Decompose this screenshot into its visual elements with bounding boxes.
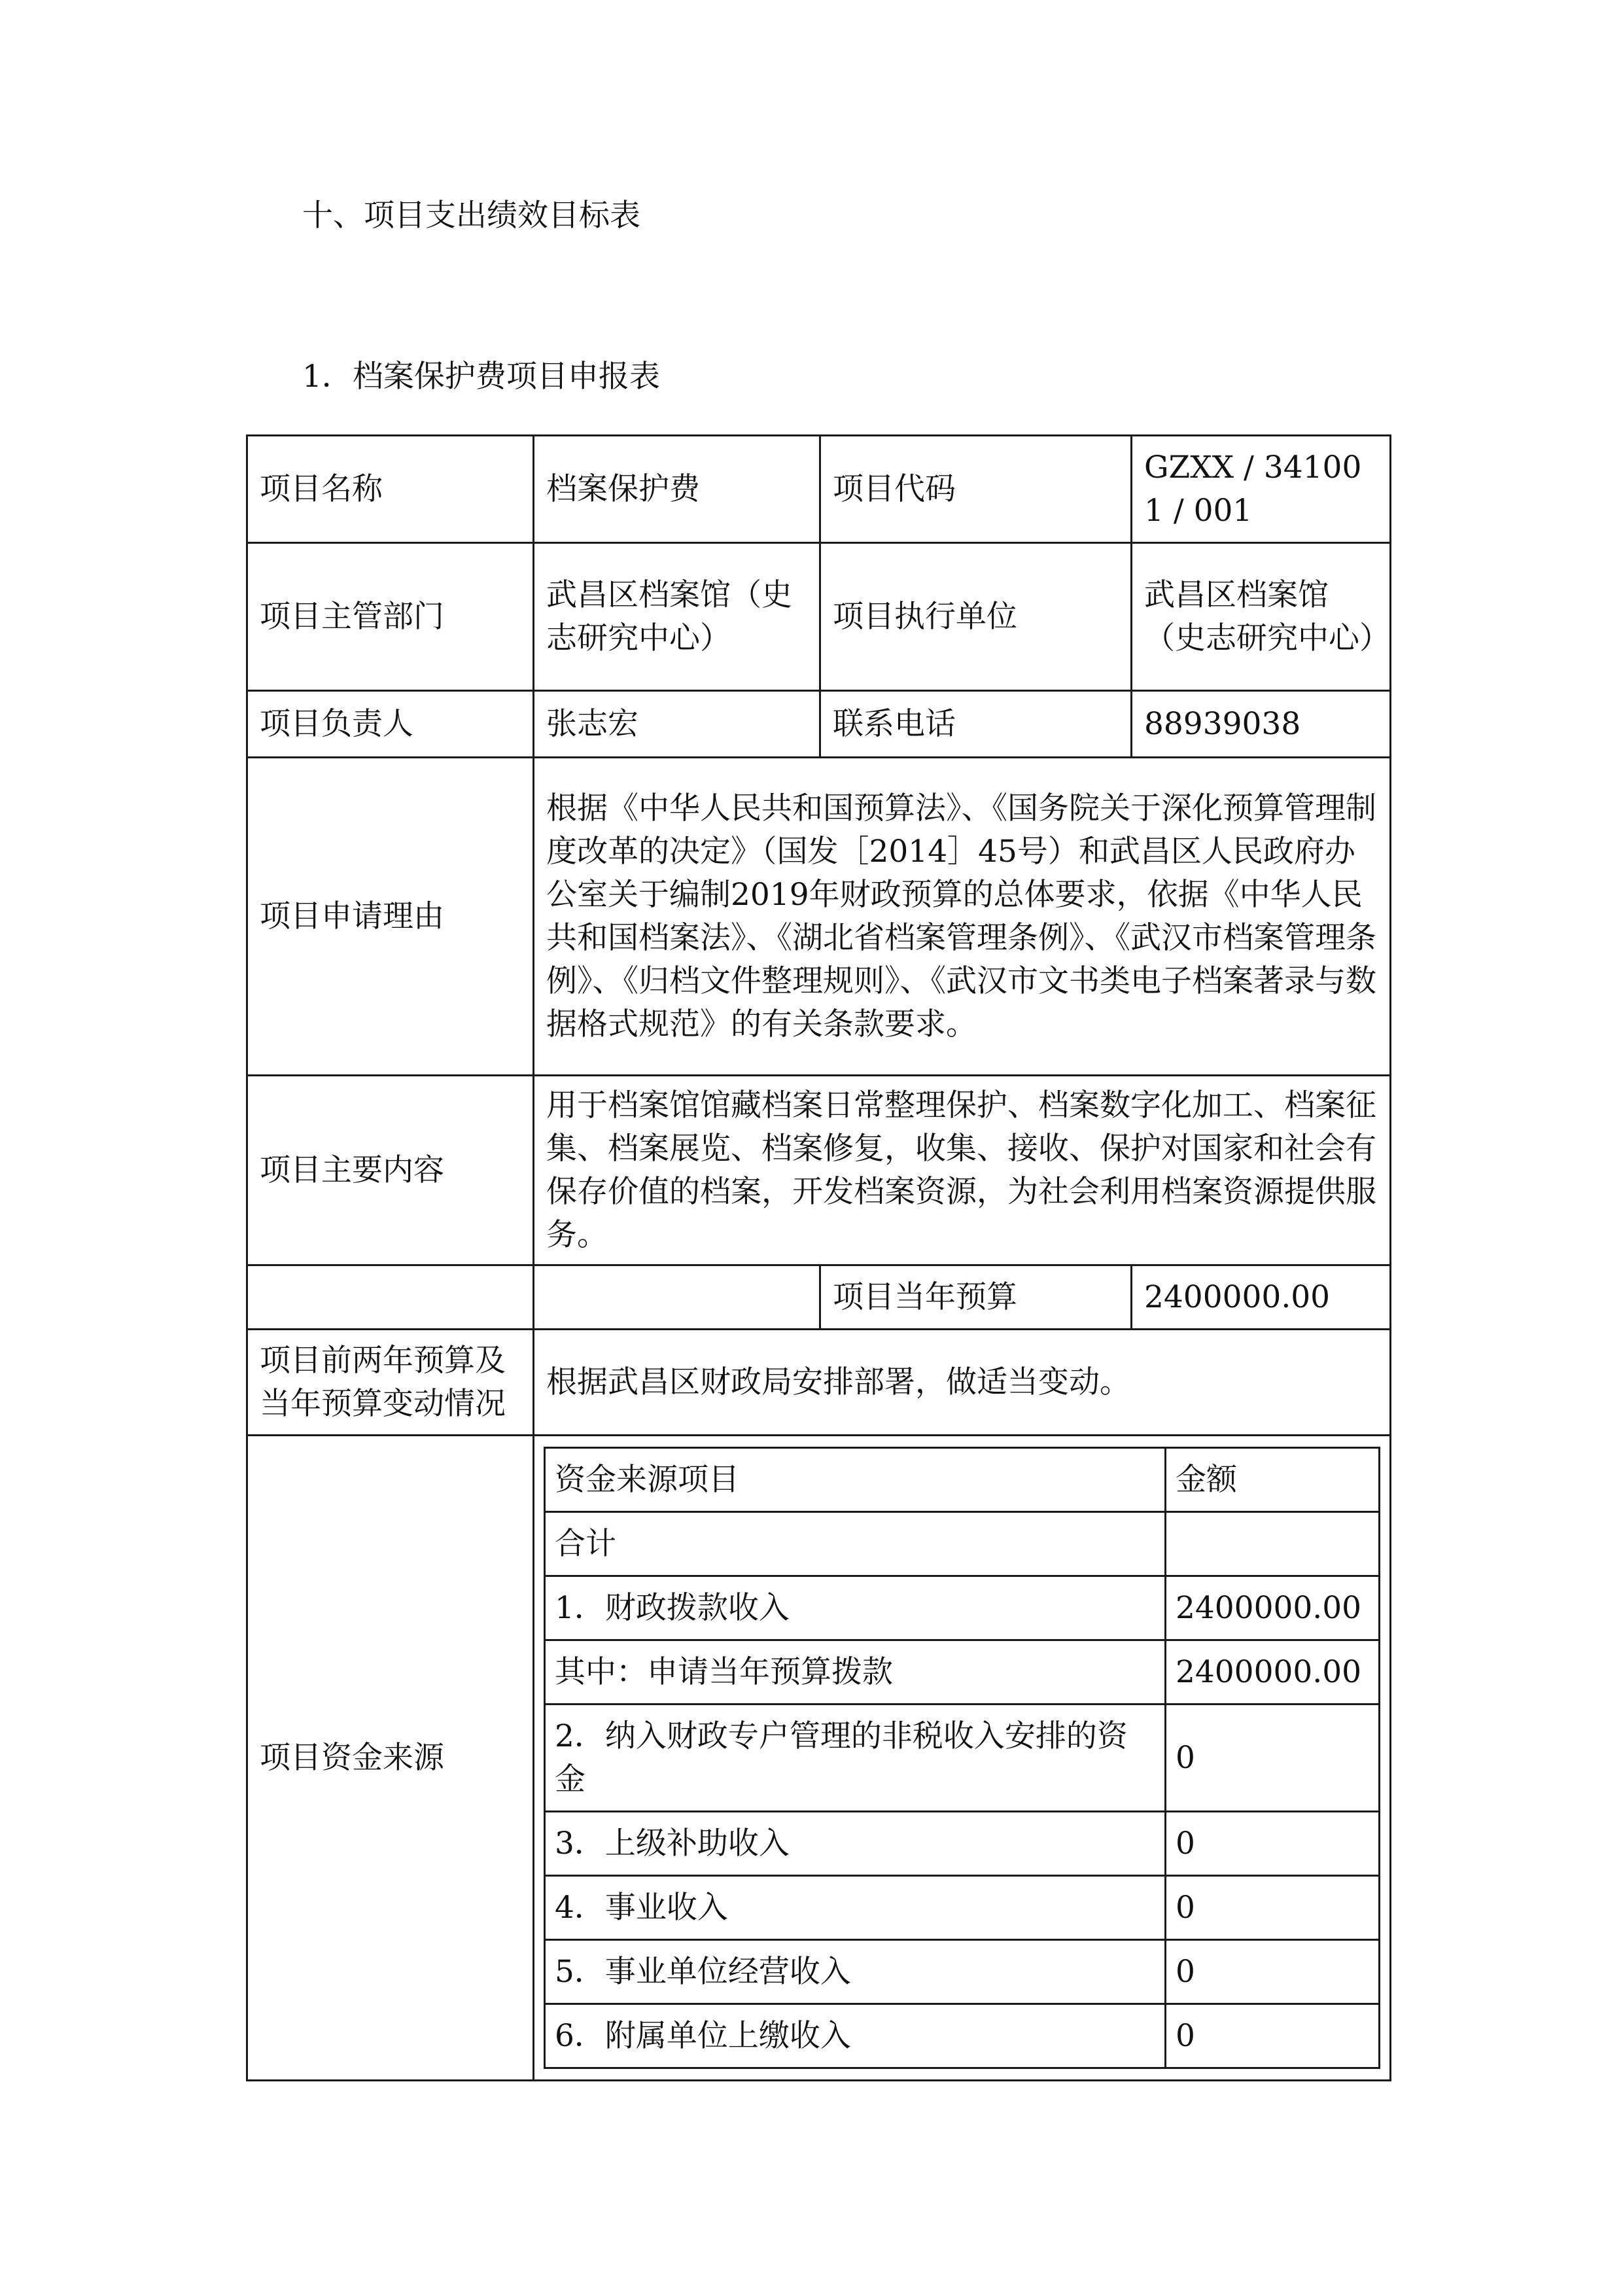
fund-amount — [1165, 1512, 1379, 1576]
content-label: 项目主要内容 — [247, 1076, 534, 1265]
reason-value: 根据《中华人民共和国预算法》、《国务院关于深化预算管理制度改革的决定》（国发［2014］45号）和武昌区人民政府办公室关于编制2019年财政预算的总体要求，依据《中华人民共和国档案法》、《湖北省档案管理条例》、《武汉市档案管理条例》、《归档文件整理规则》、《武汉市文书类电子档案著录与数据格式规范》的有关条款要求。 — [534, 758, 1391, 1076]
fund-source-cell — [534, 1436, 1391, 2081]
table-row — [545, 1812, 1380, 1876]
fund-item: 3．上级补助收入 — [545, 1812, 1166, 1876]
table-row — [247, 543, 1391, 691]
table-row — [247, 1330, 1391, 1436]
table-row — [247, 1265, 1391, 1330]
fund-source-table — [544, 1447, 1380, 2069]
fund-header-amount: 金额 — [1165, 1448, 1379, 1512]
table-title: 1．档案保护费项目申报表 — [302, 359, 660, 395]
table-row — [545, 2004, 1380, 2068]
table-row — [247, 436, 1391, 543]
exec-unit-value: 武昌区档案馆（史志研究中心） — [1132, 543, 1391, 691]
table-row — [545, 1512, 1380, 1576]
fund-item: 合计 — [545, 1512, 1166, 1576]
budget-label: 项目当年预算 — [820, 1265, 1132, 1330]
table-row — [247, 691, 1391, 758]
fund-amount: 2400000.00 — [1165, 1640, 1379, 1704]
table-row — [545, 1704, 1380, 1812]
fund-source-label: 项目资金来源 — [247, 1436, 534, 2081]
phone-value: 88939038 — [1132, 691, 1391, 758]
phone-label: 联系电话 — [820, 691, 1132, 758]
fund-amount: 0 — [1165, 1704, 1379, 1812]
fund-item: 6．附属单位上缴收入 — [545, 2004, 1166, 2068]
table-row — [247, 1076, 1391, 1265]
empty-cell — [247, 1265, 534, 1330]
fund-item: 4．事业收入 — [545, 1876, 1166, 1940]
fund-item: 其中：申请当年预算拨款 — [545, 1640, 1166, 1704]
empty-cell — [534, 1265, 820, 1330]
fund-amount: 0 — [1165, 1812, 1379, 1876]
table-row — [545, 1876, 1380, 1940]
project-name-value: 档案保护费 — [534, 436, 820, 543]
fund-item: 1．财政拨款收入 — [545, 1576, 1166, 1640]
fund-header-item: 资金来源项目 — [545, 1448, 1166, 1512]
exec-unit-label: 项目执行单位 — [820, 543, 1132, 691]
dept-label: 项目主管部门 — [247, 543, 534, 691]
table-row — [545, 1448, 1380, 1512]
table-row — [247, 1436, 1391, 2081]
project-code-value: GZXX / 341001 / 001 — [1132, 436, 1391, 543]
fund-item: 5．事业单位经营收入 — [545, 1940, 1166, 2004]
budget-change-label: 项目前两年预算及当年预算变动情况 — [247, 1330, 534, 1436]
fund-item: 2．纳入财政专户管理的非税收入安排的资金 — [545, 1704, 1166, 1812]
table-row — [247, 758, 1391, 1076]
reason-label: 项目申请理由 — [247, 758, 534, 1076]
dept-value: 武昌区档案馆（史志研究中心） — [534, 543, 820, 691]
leader-value: 张志宏 — [534, 691, 820, 758]
table-row — [545, 1576, 1380, 1640]
budget-change-value: 根据武昌区财政局安排部署，做适当变动。 — [534, 1330, 1391, 1436]
content-value: 用于档案馆馆藏档案日常整理保护、档案数字化加工、档案征集、档案展览、档案修复，收集、接收、保护对国家和社会有保存价值的档案，开发档案资源，为社会利用档案资源提供服务。 — [534, 1076, 1391, 1265]
project-application-table — [246, 434, 1391, 2081]
project-name-label: 项目名称 — [247, 436, 534, 543]
fund-amount: 2400000.00 — [1165, 1576, 1379, 1640]
fund-amount: 0 — [1165, 1876, 1379, 1940]
budget-value: 2400000.00 — [1132, 1265, 1391, 1330]
leader-label: 项目负责人 — [247, 691, 534, 758]
fund-amount: 0 — [1165, 1940, 1379, 2004]
table-row — [545, 1640, 1380, 1704]
fund-amount: 0 — [1165, 2004, 1379, 2068]
project-code-label: 项目代码 — [820, 436, 1132, 543]
section-title: 十、项目支出绩效目标表 — [302, 198, 640, 234]
table-row — [545, 1940, 1380, 2004]
